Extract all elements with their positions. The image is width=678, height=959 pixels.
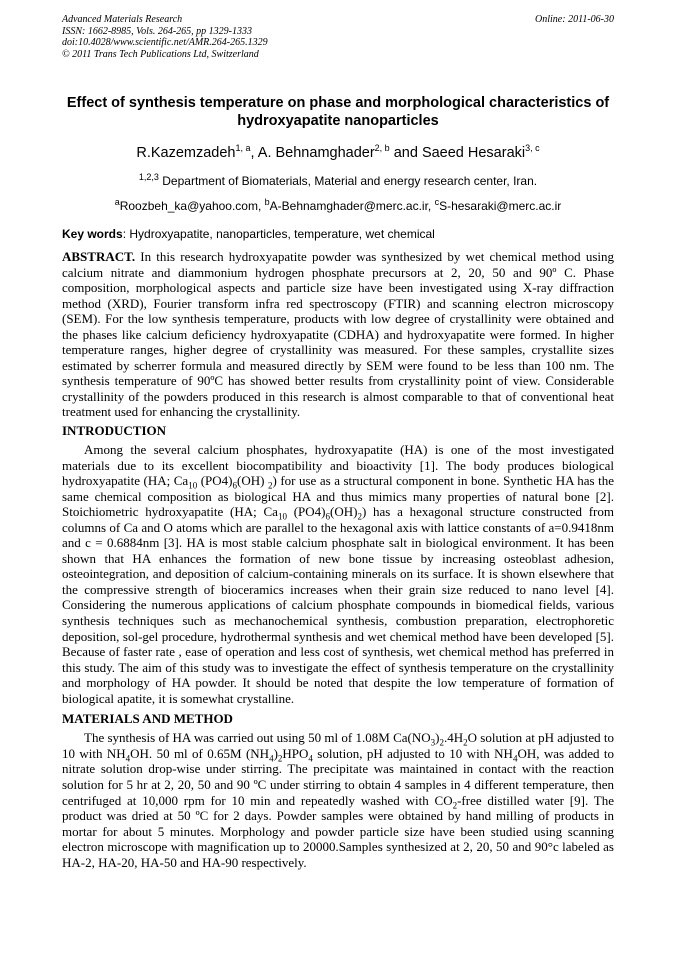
keywords-text: : Hydroxyapatite, nanoparticles, temperature, wet chemical [122,227,435,241]
keywords [62,227,614,242]
journal-name: Advanced Materials Research [62,14,183,25]
email-link[interactable]: Roozbeh_ka@yahoo.com [119,199,258,213]
email-superscript: b [264,197,270,207]
journal-issn: ISSN: 1662-8985, Vols. 264-265, pp 1329-1333 [62,25,252,37]
author-list [62,144,614,162]
author-superscript: 2, b [374,143,390,154]
author-superscript: 1, a [235,143,251,154]
author-emails: $^a$Roozbeh_ka@yahoo.com, $^b$A-Behnamghader@merc.ac.ir, $^c$S-hesaraki@merc.ac.ir [114,197,562,213]
section-heading-methods: MATERIALS AND METHOD [62,711,233,727]
journal-copyright: © 2011 Trans Tech Publications Ltd, Switzerland [62,48,259,60]
email-link[interactable]: A-Behnamghader@merc.ac.ir [269,199,428,213]
introduction-paragraph: Among the several calcium phosphates, hydroxyapatite (HA) is one of the most investigated materials due to its excellent biocompatibility and bioactivity [1]. The body produces biological hydroxyapatite (HA; $Ca_{10}$ $(PO4)_6(OH)$ $_2$) for use as a structural component in bone. Synthetic HA has the same chemical composition as biological HA and thus mimics many properties of natural bone [2]. Stoichiometric hydroxyapatite (HA; $Ca_{10}$ $(PO4)_6(OH)_2$) has a hexagonal structure constructed from columns of Ca and O atoms which are parallel to the hexagonal axis with lattice constants of a=0.9418nm and c = 0.6884nm [3]. HA is most stable calcium phosphate salt in biological environment. It has been shown that HA enhances the formation of new bone tissue by increasing osteoblast adhesion, osteointegration, and deposition of calcium-containing minerals on its surface. It is shown elsewhere that the compressive strength of bioceramics increases when their grain size reduced to nano level [4]. Considering the numerous applications of calcium phosphate compounds in biomedical fields, various synthesis techniques such as mechanochemical synthesis, combustion preparation, electrophoretic deposition, sol-gel procedure, hydrothermal synthesis and wet chemical method have been developed [5]. Because of faster rate , ease of operation and less cost of synthesis, wet chemical method has preferred in this study. The aim of this study was to investigate the effect of synthesis temperature on the crystallinity and morphology of HA powder. It should be noted that despite the low temperature of formation of biological apatite, it is somewhat crystalline. [62,442,615,706]
section-heading-introduction: INTRODUCTION [62,423,167,439]
keywords-label: Key words [62,227,123,241]
affiliation-superscript: 1,2,3 [138,172,159,182]
author-separator: , [250,145,258,161]
author-name: Saeed Hesaraki [421,145,526,161]
email-superscript: a [114,197,120,207]
author-name: R.Kazemzadeh [136,145,236,161]
abstract-label: ABSTRACT. [62,249,136,264]
journal-doi: doi:10.4028/www.scientific.net/AMR.264-265.1329 [62,37,268,48]
email-link[interactable]: S-hesaraki@merc.ac.ir [439,199,562,213]
email-superscript: c [434,197,440,207]
abstract [62,249,614,420]
methods-paragraph: The synthesis of HA was carried out using 50 ml of 1.08M $Ca(NO_3)_2.4H_2O$ solution at pH adjusted to 10 with $NH_4OH$. 50 ml of 0.65M $(NH_4)_2HPO_4$ solution, pH adjusted to 10 with $NH_4OH$, was added to nitrate solution drop-wise under stirring. The precipitate was maintained in contact with the reaction solution for 5 hr at 2, 20, 50 and 90 ºC under stirring to obtain 4 samples in 4 different temperature, then centrifuged at 10,000 rpm for 10 min and repeatedly washed with $CO_2$-free distilled water [9]. The product was dried at 50 ºC for 2 days. Powder samples were obtained by hand milling of products in mortar for about 5 minutes. Morphology and powder particle size have been studied using scanning electron microscope with magnification up to 20000.Samples synthesized at 2, 20, 50 and 90°c labeled as HA-2, HA-20, HA-50 and HA-90 respectively. [62,730,614,870]
paper-title: Effect of synthesis temperature on phase and morphological characteristics of hydroxyapatite nanoparticles [66,95,610,129]
online-date: Online: 2011-06-30 [535,14,614,25]
abstract-text: In this research hydroxyapatite powder was synthesized by wet chemical method using calcium nitrate and diammonium hydrogen phosphate precursors at 2, 20, 50 and 90º C. Phase composition, morphological aspects and particle size have been investigated using X-ray diffraction method (XRD), Fourier transform infra red spectroscopy (FTIR) and scanning electron microscopy (SEM). For the low synthesis temperature, products with low degree of crystallinity were obtained and the phases like calcium deficiency hydroxyapatite (CDHA) and hydroxyapatite were formed. In higher temperature ranges, higher degree of crystallinity was measured. For these samples, crystallite sizes estimated by scherrer formula and measured directly by SEM were found to be less than 100 nm. The synthesis temperature of 90ºC has showed better results from crystallinity point of view. Considerable crystallinity of the powders produced in this research is almost comparable to that of conventional heat treatment used for enhancing the crystallinity. [62,249,614,420]
author-conjunction: and [389,145,422,161]
author-name: A. Behnamghader [257,145,375,161]
journal-header [62,14,614,60]
paper-page [62,14,614,870]
affiliation-text: Department of Biomaterials, Material and energy research center, Iran. [158,174,538,188]
author-superscript: 3, c [525,143,540,154]
affiliation [62,174,614,189]
